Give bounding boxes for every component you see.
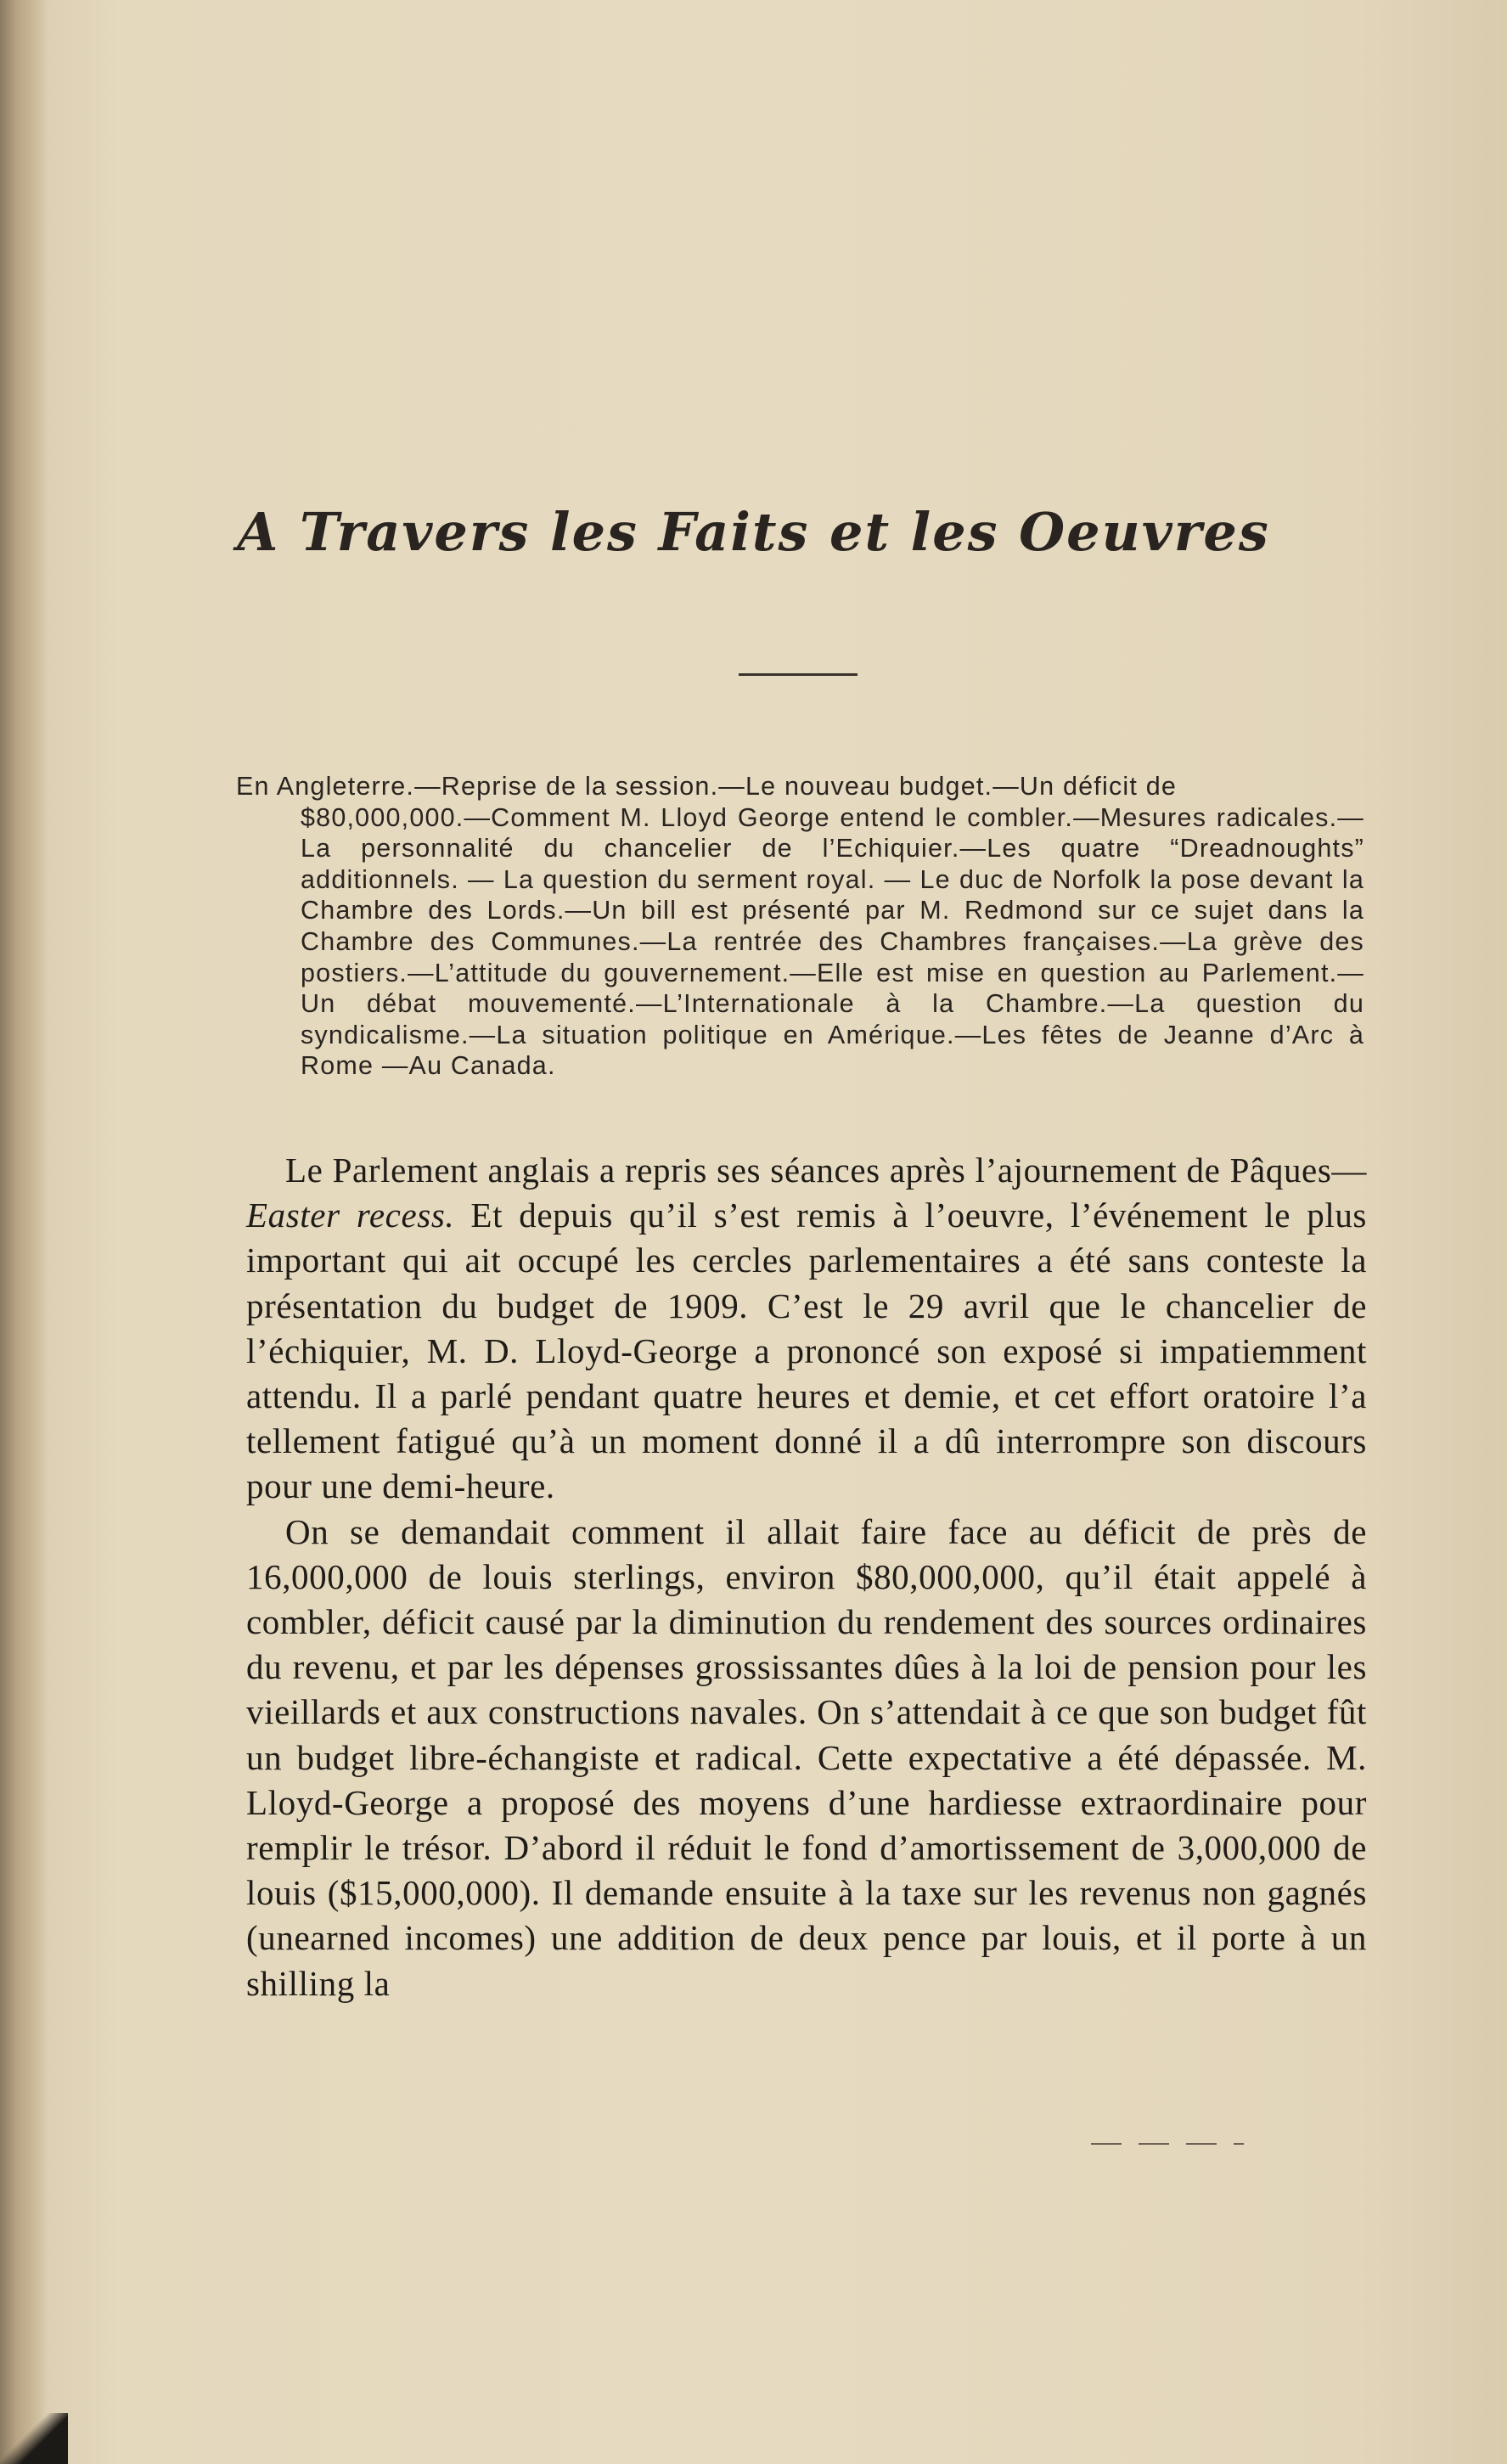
- summary-rest: $80,000,000.—Comment M. Lloyd George entend le combler.—Mesures radicales.—La personnalité du chancelier de l’Echiquier.—Les quatre “Dreadnoughts” additionnels. — La question du serment royal. — Le duc de Norfolk la pose devant la Chambre des Lords.—Un bill est présenté par M. Redmond sur ce sujet dans la Chambre des Communes.—La rentrée des Chambres françaises.—La grève des postiers.—L’attitude du gouvernement.—Elle est mise en question au Parlement.—Un débat mouvementé.—L’Internationale à la Chambre.—La question du syndicalisme.—La situation politique en Amérique.—Les fêtes de Jeanne d’Arc à Rome —Au Canada.: [301, 802, 1364, 1081]
- title-divider: [739, 673, 858, 676]
- footer-rule: [1091, 2143, 1244, 2145]
- binding-shadow: [0, 0, 47, 2464]
- summary-first-line: En Angleterre.—Reprise de la session.—Le nouveau budget.—Un déficit de: [236, 772, 1178, 801]
- paragraph-1-end: Et depuis qu’il s’est remis à l’oeuvre, l’événement le plus important qui ait occupé les cercles parlementaires a été sans conteste la présentation du budget de 1909. C’est le 29 avril que le chancelier de l’échiquier, M. D. Lloyd-George a prononcé son exposé si impatiemment attendu. Il a parlé pendant quatre heures et demie, et cet effort oratoire l’a tellement fatigué qu’à un moment donné il a dû interrompre son discours pour une demi-heure.: [246, 1195, 1367, 1506]
- paragraph-1: [246, 1148, 1367, 1510]
- section-title: A Travers les Faits et les Oeuvres: [237, 501, 1270, 563]
- section-header: [0, 501, 1507, 563]
- paragraph-1-italic: Easter recess.: [246, 1195, 455, 1235]
- summary-block: [236, 771, 1364, 1082]
- paragraph-1-start: Le Parlement anglais a repris ses séances après l’ajournement de Pâques—: [285, 1150, 1367, 1190]
- page-corner: [0, 2413, 68, 2464]
- article-body: [246, 1148, 1367, 2006]
- paragraph-2: On se demandait comment il allait faire face au déficit de près de 16,000,000 de louis sterlings, environ $80,000,000, qu’il était appelé à combler, déficit causé par la diminution du rendement des sources ordinaires du revenu, et par les dépenses grossissantes dûes à la loi de pension pour les vieillards et aux constructions navales. On s’attendait à ce que son budget fût un budget libre-échangiste et radical. Cette expectative a été dépassée. M. Lloyd-George a proposé des moyens d’une hardiesse extraordinaire pour remplir le trésor. D’abord il réduit le fond d’amortissement de 3,000,000 de louis ($15,000,000). Il demande ensuite à la taxe sur les revenus non gagnés (unearned incomes) une addition de deux pence par louis, et il porte à un shilling la: [246, 1511, 1367, 2003]
